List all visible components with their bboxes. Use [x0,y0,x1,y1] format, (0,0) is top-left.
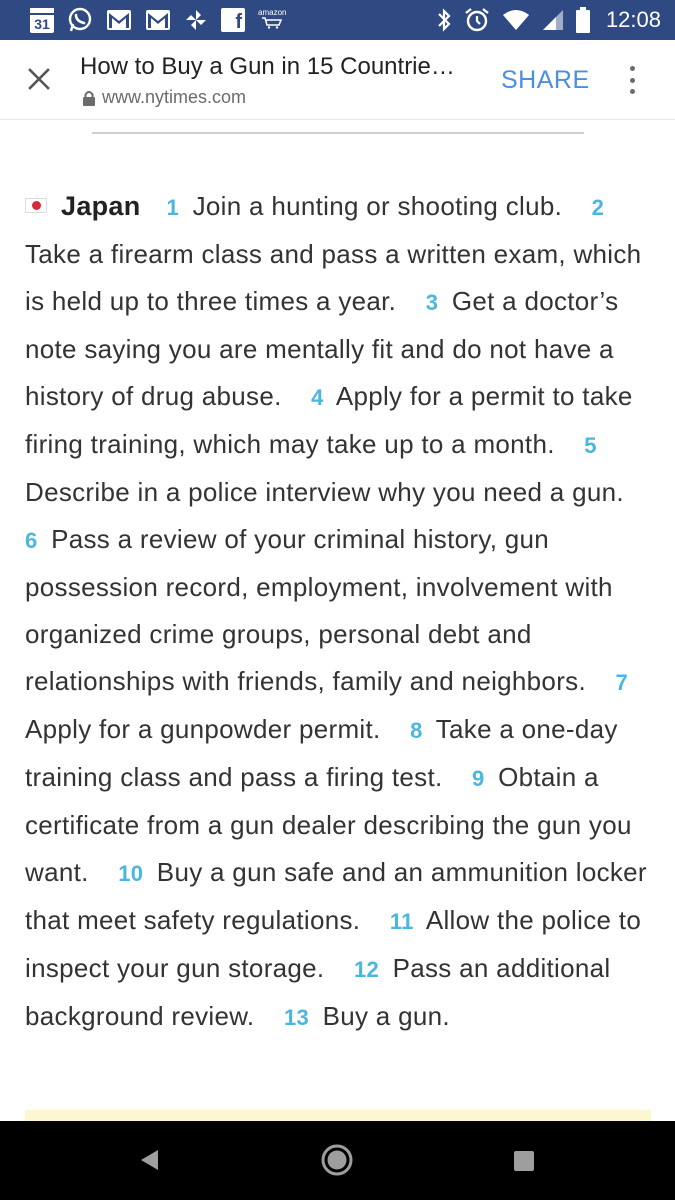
dot-icon [630,66,635,71]
close-button[interactable] [24,64,54,94]
japan-flag-icon [25,198,47,213]
article-body [25,183,655,1041]
wifi-icon [502,9,530,31]
whatsapp-icon [67,7,93,33]
step-text: Get a doctor’s note saying you are mentally fit and do not have a history of drug abuse. [25,286,619,411]
step-text: Describe in a police interview why you need a gun. [25,477,624,507]
step-number: 10 [118,861,144,886]
step-number: 7 [615,670,629,695]
step-number: 13 [283,1005,310,1030]
dot-icon [630,78,635,83]
amazon-label: amazon [258,8,287,17]
gmail-icon [106,9,132,31]
step-text: Buy a gun. [322,1001,450,1031]
dot-icon [630,89,635,94]
step-text: Join a hunting or shooting club. [192,191,563,221]
step-text: Allow the police to inspect your gun storage. [25,905,642,983]
cart-icon [261,17,283,31]
system-icons [436,7,661,33]
step-text: Obtain a certificate from a gun dealer describing the gun you want. [25,762,632,887]
step-number: 4 [311,385,324,410]
step-text: Take a one-day training class and pass a firing test. [25,714,618,792]
step-number: 6 [25,528,38,553]
step-text: Apply for a permit to take firing training, which may take up to a month. [25,381,633,459]
step-number: 5 [584,433,597,458]
steps-list [25,191,647,1031]
custom-tab-toolbar [0,40,675,120]
step-number: 9 [472,766,485,791]
navigation-bar [0,1121,675,1200]
step-number: 2 [591,195,605,220]
gmail-icon-2 [145,9,171,31]
pinwheel-icon [184,8,208,32]
step-number: 8 [410,718,423,743]
share-button[interactable]: SHARE [501,66,590,94]
home-button[interactable] [320,1143,354,1182]
facebook-icon: f [221,8,245,32]
url-row [82,87,246,108]
url-text: www.nytimes.com [102,87,247,107]
home-circle-icon [320,1143,354,1177]
bluetooth-icon [436,7,452,33]
lock-icon [82,90,96,106]
recents-button[interactable] [513,1150,535,1177]
step-number: 12 [354,957,380,982]
notification-icons [30,7,286,33]
country-name: Japan [61,191,141,221]
step-number: 3 [425,290,439,315]
step-text: Pass a review of your criminal history, gun possession record, employment, involvement with organized crime groups, personal debt and relationships with friends, family and neighbors. [25,524,613,696]
step-number: 11 [389,909,414,934]
back-triangle-icon [138,1148,162,1172]
close-icon [28,68,50,90]
battery-icon [576,7,590,33]
signal-icon [542,9,564,31]
step-number: 1 [166,195,180,220]
calendar-icon: 31 [30,8,54,33]
amazon-icon [258,9,286,31]
step-text: Take a firearm class and pass a written exam, which is held up to three times a year. [25,239,642,316]
recents-square-icon [513,1150,535,1172]
overflow-menu-button[interactable] [620,62,644,98]
page-title: How to Buy a Gun in 15 Countrie… [80,53,455,80]
step-text: Pass an additional background review. [25,953,611,1031]
back-button[interactable] [138,1148,162,1177]
step-text: Buy a gun safe and an ammunition locker that meet safety regulations. [25,857,647,935]
section-divider [92,132,584,134]
alarm-icon [464,7,490,33]
status-bar [0,0,675,40]
step-text: Apply for a gunpowder permit. [25,714,381,744]
clock-time: 12:08 [605,7,661,32]
